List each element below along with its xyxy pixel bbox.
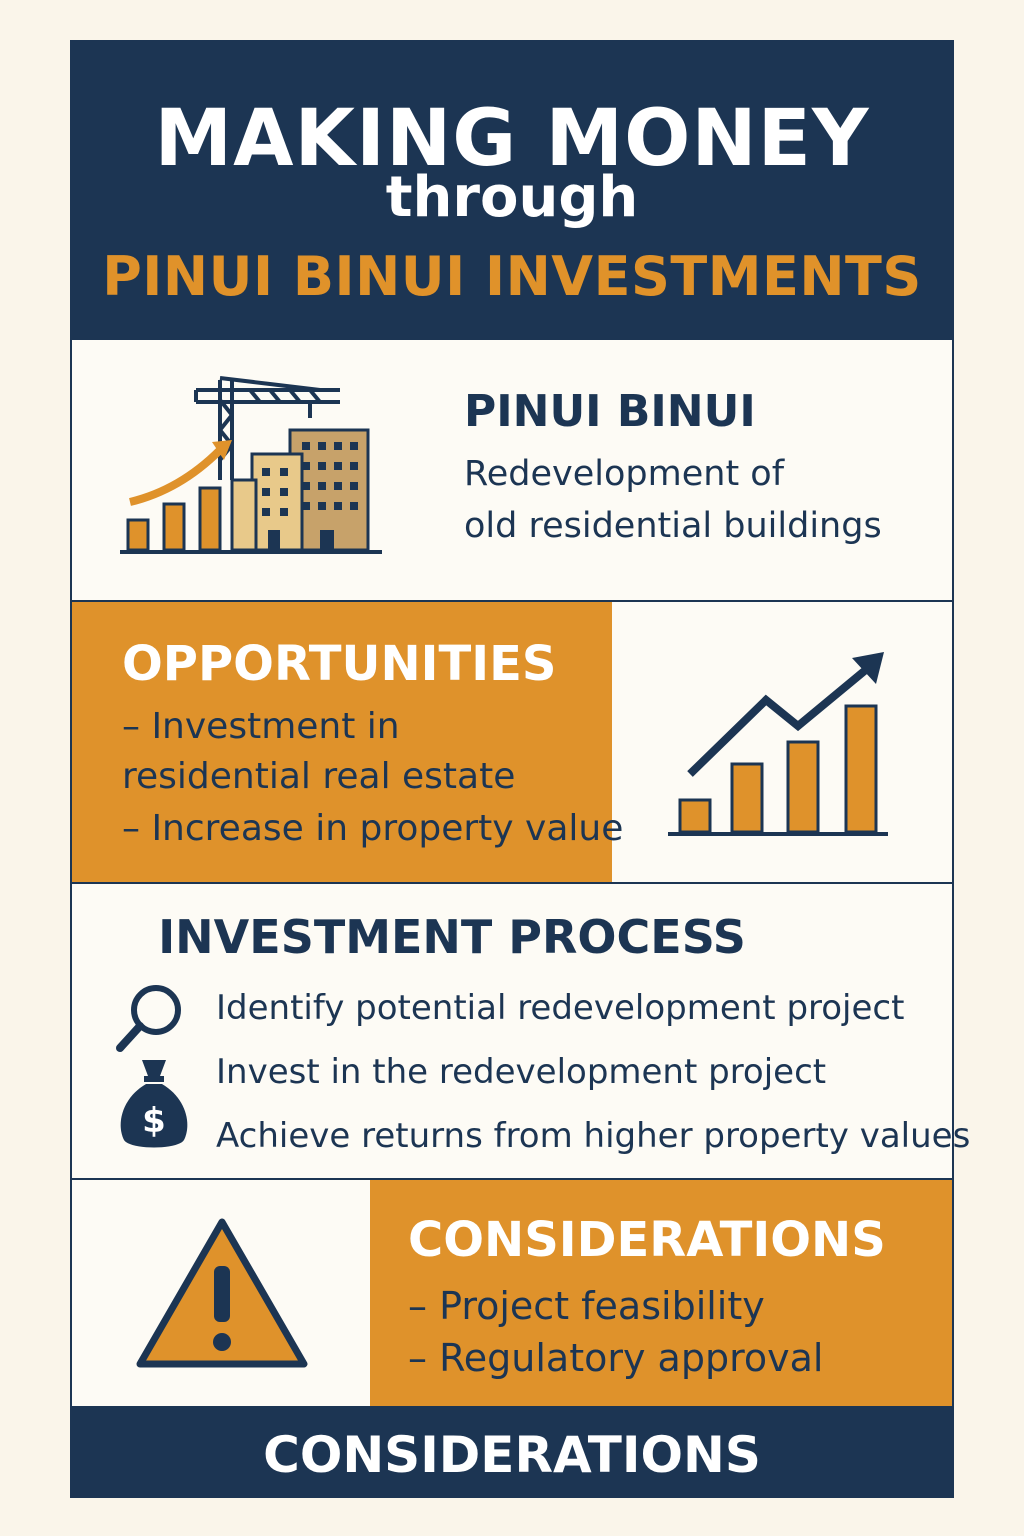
process-step-3: Achieve returns from higher property values [216, 1116, 971, 1156]
infographic-frame [70, 40, 971, 1498]
process-step-2: Invest in the redevelopment project [216, 1052, 827, 1092]
pinui-binui-section [72, 338, 952, 602]
considerations-panel [370, 1180, 952, 1406]
money-bag-icon [114, 1054, 194, 1154]
rising-bar-chart-icon [662, 642, 902, 852]
opportunities-line3: – Increase in property value [122, 808, 624, 849]
process-step-1: Identify potential redevelopment project [216, 988, 905, 1028]
header-banner [72, 42, 952, 338]
search-icon [114, 982, 186, 1054]
main-title: MAKING MONEY [154, 94, 870, 184]
pinui-binui-title: PINUI BINUI [464, 386, 756, 437]
warning-icon [134, 1214, 310, 1374]
subtitle: through [385, 165, 639, 230]
opportunities-section [72, 602, 952, 884]
considerations-section [72, 1180, 952, 1406]
investment-process-title: INVESTMENT PROCESS [158, 910, 746, 964]
considerations-line2: – Regulatory approval [408, 1336, 824, 1380]
considerations-line1: – Project feasibility [408, 1284, 765, 1328]
svg-text:$: $ [142, 1101, 166, 1141]
considerations-title: CONSIDERATIONS [408, 1212, 886, 1268]
crane-building-growth-icon [120, 370, 390, 580]
footer-text: CONSIDERATIONS [263, 1426, 761, 1484]
investment-process-section [72, 884, 971, 1180]
opportunities-line1: – Investment in [122, 706, 400, 747]
opportunities-title: OPPORTUNITIES [122, 636, 557, 692]
pinui-binui-desc-line1: Redevelopment of [464, 454, 785, 494]
pinui-binui-desc-line2: old residential buildings [464, 506, 882, 546]
pinui-binui-description [464, 448, 934, 552]
footer-banner [72, 1406, 952, 1498]
opportunities-line2: residential real estate [122, 756, 516, 797]
accent-title: PINUI BINUI INVESTMENTS [102, 245, 922, 308]
